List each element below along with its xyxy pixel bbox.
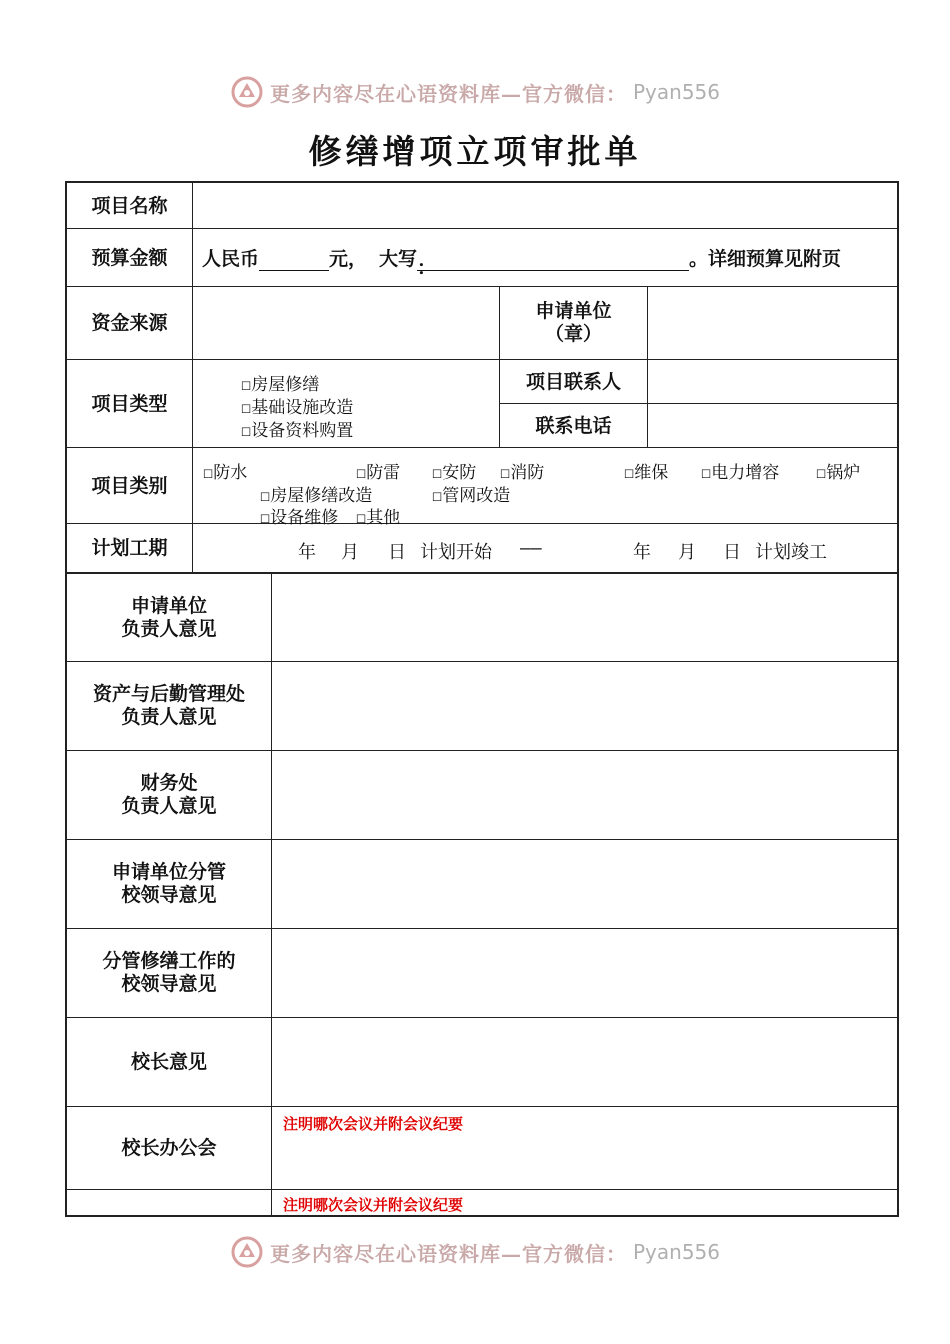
budget-unit: 元， — [329, 248, 368, 270]
opinion-label-1: 资产与后勤管理处 负责人意见 — [92, 683, 245, 728]
category-checkbox-0[interactable]: ☐ 防水 — [203, 458, 247, 483]
type-checkbox-1[interactable]: ☐ 基础设施改造 — [241, 393, 353, 418]
meeting-note-1: 注明哪次会议并附会议纪要 — [283, 1196, 464, 1214]
budget-prefix: 人民币 — [202, 248, 260, 270]
category-checkbox-8[interactable]: ☐ 管网改造 — [432, 481, 510, 506]
applicant-unit-field[interactable] — [648, 287, 897, 359]
type-checkbox-0[interactable]: ☐ 房屋修缮 — [241, 370, 319, 395]
opinion-field-6[interactable] — [272, 1107, 897, 1189]
opinion-field-1[interactable] — [272, 662, 897, 750]
meeting-note-0: 注明哪次会议并附会议纪要 — [283, 1115, 464, 1133]
project-name-label: 项目名称 — [91, 194, 168, 217]
contact-phone-label: 联系电话 — [535, 414, 612, 437]
fund-source-label: 资金来源 — [91, 312, 168, 334]
category-checkbox-2[interactable]: ☐ 安防 — [432, 458, 476, 483]
project-category-label: 项目类别 — [91, 474, 168, 497]
opinion-label-6: 校长办公会 — [121, 1136, 217, 1159]
category-checkbox-5[interactable]: ☐ 电力增容 — [701, 458, 779, 483]
watermark-text: 更多内容尽在心语资料库—官方微信： — [269, 81, 627, 106]
type-checkbox-2[interactable]: ☐ 设备资料购置 — [241, 416, 353, 441]
schedule-end-month: 月 — [678, 542, 696, 563]
watermark-text: 更多内容尽在心语资料库—官方微信： — [269, 1241, 627, 1266]
opinion-field-3[interactable] — [272, 840, 897, 928]
schedule-start-label: 计划开始 — [420, 542, 492, 563]
budget-upper-field[interactable] — [417, 253, 689, 279]
project-type-label: 项目类型 — [91, 392, 168, 415]
category-checkbox-4[interactable]: ☐ 维保 — [624, 458, 668, 483]
applicant-unit-label — [500, 287, 647, 359]
schedule-dash: —— — [520, 538, 542, 559]
project-name-field[interactable] — [194, 183, 897, 228]
category-checkbox-7[interactable]: ☐ 房屋修缮改造 — [260, 481, 372, 506]
category-checkbox-6[interactable]: ☐ 锅炉 — [816, 458, 860, 483]
opinion-label-3: 申请单位分管 校领导意见 — [111, 861, 226, 906]
opinion-field-5[interactable] — [272, 1018, 897, 1106]
watermark-logo-icon — [230, 1235, 264, 1269]
opinion-label-5: 校长意见 — [130, 1050, 207, 1073]
opinion-field-4[interactable] — [272, 929, 897, 1017]
opinion-field-2[interactable] — [272, 751, 897, 839]
schedule-start-month: 月 — [341, 542, 359, 563]
budget-suffix: 。详细预算见附页 — [689, 248, 842, 270]
fund-source-field[interactable] — [194, 287, 499, 359]
contact-phone-field[interactable] — [648, 404, 897, 447]
schedule-start-day: 日 — [388, 542, 406, 563]
schedule-label: 计划工期 — [91, 537, 168, 559]
schedule-start-year: 年 — [298, 542, 316, 563]
budget-amount-field[interactable] — [259, 253, 329, 271]
opinion-label-4: 分管修缮工作的 校领导意见 — [102, 950, 236, 995]
contact-person-label: 项目联系人 — [525, 370, 621, 393]
watermark-logo-icon — [230, 75, 264, 109]
schedule-end-day: 日 — [723, 542, 741, 563]
opinion-field-0[interactable] — [272, 574, 897, 661]
opinion-label-0: 申请单位 负责人意见 — [121, 594, 217, 640]
category-checkbox-1[interactable]: ☐ 防雷 — [356, 458, 400, 483]
contact-person-field[interactable] — [648, 360, 897, 403]
opinion-label-2: 财务处 负责人意见 — [121, 772, 217, 817]
budget-row — [202, 244, 842, 279]
budget-colon: ： — [417, 257, 437, 279]
category-checkbox-10[interactable]: ☐ 其他 — [356, 503, 400, 528]
budget-label: 预算金额 — [91, 246, 168, 269]
watermark-bottom — [0, 1232, 950, 1272]
applicant-unit-seal: （章） — [544, 323, 602, 345]
budget-upper-label: 大写 — [379, 248, 418, 270]
watermark-id: Pyan556 — [632, 1240, 720, 1264]
category-checkbox-9[interactable]: ☐ 设备维修 — [260, 503, 338, 528]
opinion-field-7[interactable] — [272, 1190, 897, 1217]
category-checkbox-3[interactable]: ☐ 消防 — [500, 458, 544, 483]
watermark-id: Pyan556 — [632, 80, 720, 104]
schedule-end-year: 年 — [633, 542, 651, 563]
page-title: 修缮增项立项审批单 — [308, 132, 642, 171]
applicant-unit-text: 申请单位 — [535, 300, 612, 322]
watermark-top — [0, 72, 950, 112]
schedule-end-label: 计划竣工 — [755, 542, 827, 563]
